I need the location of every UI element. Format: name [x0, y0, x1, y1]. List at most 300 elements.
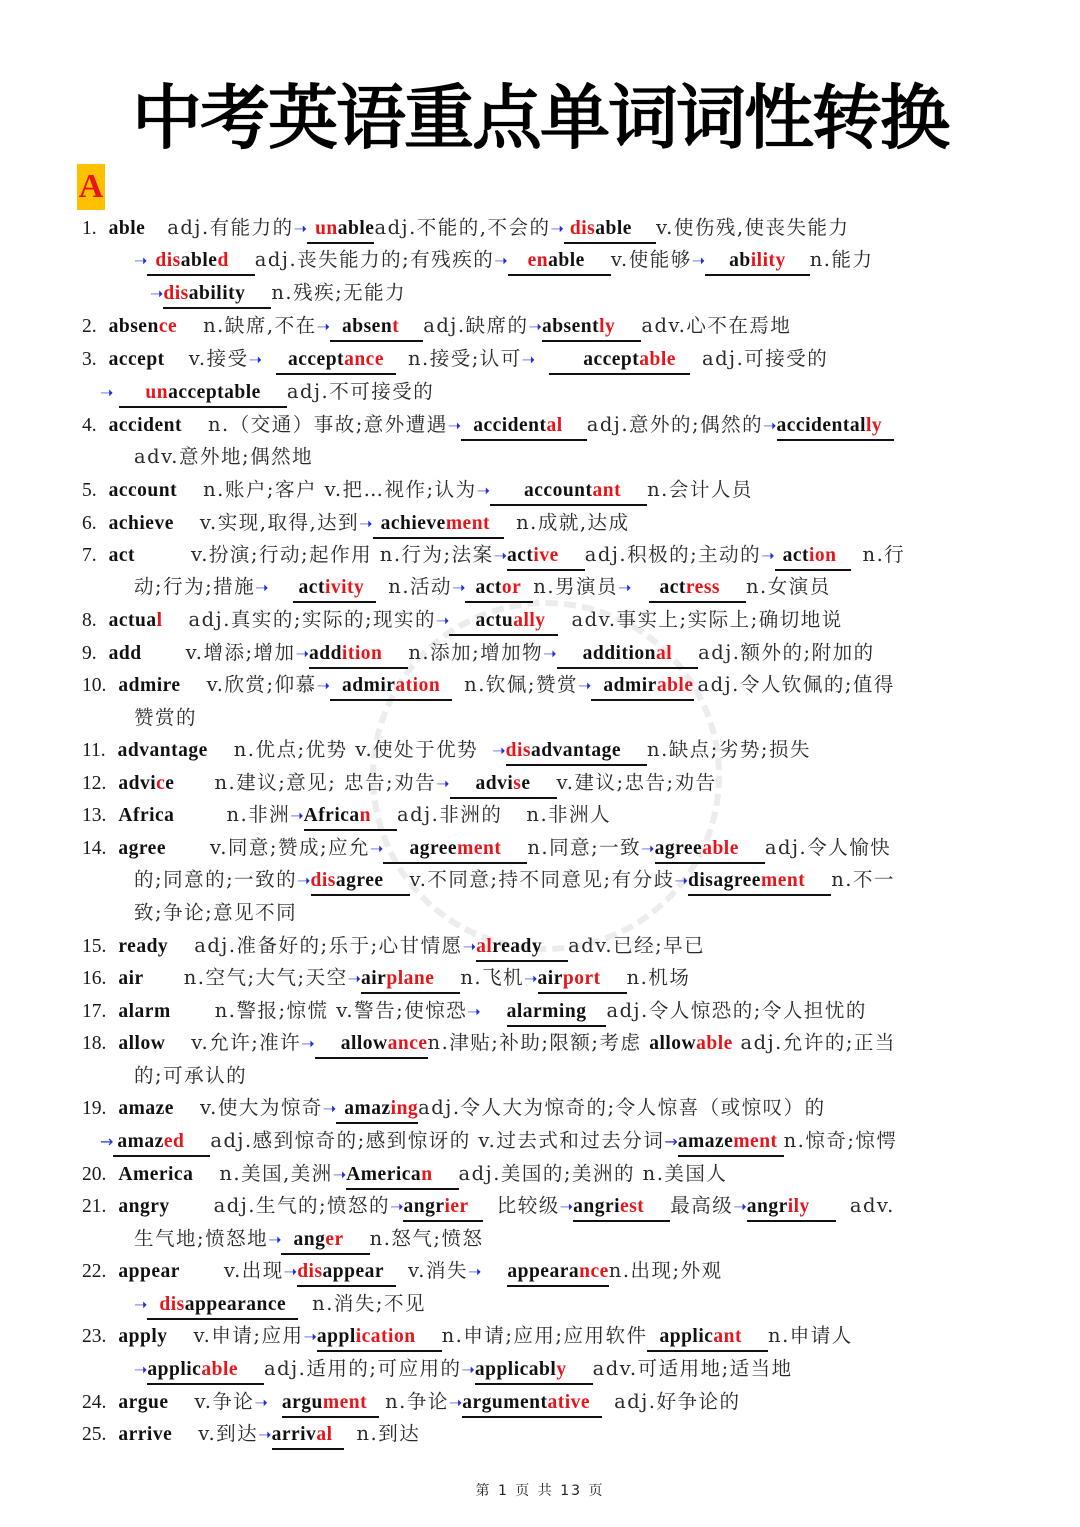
- definition-text: n.津贴;补助;限额;考虑: [427, 1031, 650, 1054]
- arrow-right-icon: ➝: [370, 839, 384, 858]
- word-stem: ab: [729, 250, 751, 271]
- arrow-right-icon: ➝: [559, 1197, 574, 1216]
- suffix-highlight: un: [145, 382, 169, 403]
- suffix-highlight: ly: [866, 415, 883, 436]
- arrow-right-icon: ➝: [448, 1393, 463, 1412]
- word-stem: e: [521, 773, 531, 794]
- definition-text: n.（交通）事故;意外遭遇: [207, 413, 448, 436]
- definition-text: n.飞机: [460, 966, 525, 989]
- definition-text: n.接受;认可: [407, 347, 522, 370]
- entry-line: [82, 343, 828, 375]
- arrow-right-icon: ➝: [618, 578, 632, 597]
- word-stem: air: [118, 968, 144, 989]
- derived-word-blank: [678, 1129, 784, 1157]
- suffix-highlight: dis: [163, 283, 189, 304]
- headword: [109, 415, 182, 436]
- derived-word-blank: [647, 1324, 768, 1352]
- suffix-highlight: un: [315, 218, 338, 239]
- word-stem: appeara: [507, 1261, 580, 1282]
- suffix-highlight: t: [392, 316, 400, 337]
- arrow-right-icon: ➝: [359, 514, 373, 533]
- derived-word-blank: [281, 1227, 369, 1255]
- definition-text: n.空气;大气;天空: [183, 966, 348, 989]
- entry-line: [82, 637, 875, 669]
- word-stem: applic: [147, 1359, 202, 1380]
- arrow-right-icon: ➝: [322, 1099, 337, 1118]
- definition-text: adj.有能力的: [167, 216, 294, 239]
- derived-word-blank: [450, 771, 557, 799]
- entry-number: 7.: [82, 545, 97, 566]
- derived-word-blank: [297, 1259, 396, 1287]
- word-stem: air: [537, 968, 563, 989]
- definition-text: adv.意外地;偶然地: [134, 445, 314, 468]
- derived-word-blank: [311, 868, 410, 896]
- arrow-right-icon: ➝: [290, 806, 304, 825]
- word-stem: accept: [108, 349, 165, 370]
- suffix-highlight: er: [325, 1229, 344, 1250]
- word-stem: able: [595, 218, 632, 239]
- suffix-highlight: dis: [159, 1294, 185, 1315]
- word-stem: argu: [281, 1392, 323, 1413]
- word-stem: addition: [582, 643, 656, 664]
- derived-word-blank: [449, 608, 557, 636]
- definition-text: v.出现: [223, 1259, 284, 1282]
- definition-text: adv.已经;早已: [568, 934, 706, 957]
- word-stem: act: [298, 577, 325, 598]
- definition-text: adj.令人惊恐的;令人担忧的: [606, 999, 867, 1022]
- word-stem: absen: [108, 316, 159, 337]
- word-stem: disagree: [687, 870, 761, 891]
- word-stem: actua: [108, 610, 157, 631]
- word-stem: absent: [541, 316, 600, 337]
- derived-word-blank: [462, 1390, 602, 1418]
- word-stem: account: [108, 480, 178, 501]
- arrow-right-icon: ➝: [761, 546, 775, 565]
- word-stem: Africa: [118, 805, 175, 826]
- derived-word-blank: [147, 248, 254, 276]
- word-stem: able: [548, 250, 585, 271]
- word-stem: admir: [603, 675, 657, 696]
- definition-text: v.不同意;持不同意见;有分歧: [409, 868, 675, 891]
- suffix-highlight: est: [620, 1196, 645, 1217]
- definition-text: adv.心不在焉地: [641, 314, 792, 337]
- arrow-right-icon: ➝: [258, 1425, 272, 1444]
- derived-word-blank: [307, 216, 374, 244]
- headword: [109, 349, 165, 370]
- entry-line: [82, 799, 611, 831]
- derived-word-blank: [557, 641, 699, 669]
- definition-text: v.实现,取得,达到: [199, 511, 360, 534]
- arrow-right-icon: ➝: [733, 1197, 747, 1216]
- arrow-right-icon: ➝: [691, 251, 706, 270]
- entry-number: 11.: [82, 740, 106, 761]
- arrow-right-icon: ➝: [255, 578, 269, 597]
- derived-word-blank: [475, 1357, 593, 1385]
- word-stem: advi: [118, 773, 157, 794]
- definition-text: v.同意;赞成;应允: [210, 836, 371, 859]
- word-stem: agree: [654, 838, 703, 859]
- definition-text: adj.丧失能力的;有残疾的: [254, 248, 495, 271]
- suffix-highlight: c: [156, 773, 166, 794]
- definition-text: 最高级: [670, 1194, 734, 1217]
- definition-text: adj.适用的;可应用的: [264, 1357, 462, 1380]
- derived-word-blank: [315, 1031, 428, 1059]
- definition-text: 的;可承认的: [134, 1064, 248, 1087]
- definition-text: adj.令人大为惊奇的;令人惊喜（或惊叹）的: [418, 1096, 826, 1119]
- entry-line: [82, 734, 811, 766]
- derived-word-blank: [507, 999, 607, 1027]
- headword: [109, 316, 178, 337]
- suffix-highlight: ion: [809, 545, 837, 566]
- definition-text: v.争论: [194, 1390, 255, 1413]
- suffix-highlight: able: [696, 1033, 733, 1054]
- entry-line: [82, 409, 894, 441]
- word-stem: act: [782, 545, 809, 566]
- entry-line: [100, 376, 434, 408]
- word-stem: America: [346, 1164, 422, 1185]
- word-stem: achieve: [380, 513, 446, 534]
- definition-text: v.使能够: [610, 248, 692, 271]
- definition-text: n.能力: [809, 248, 874, 271]
- definition-text: adj.感到惊奇的;感到惊讶的 v.过去式和过去分词: [210, 1129, 665, 1152]
- arrow-right-icon: ➝: [390, 1197, 404, 1216]
- word-stem: angry: [118, 1196, 170, 1217]
- entry-number: 17.: [82, 1001, 107, 1022]
- suffix-highlight: ment: [760, 870, 806, 891]
- headword: [118, 675, 180, 696]
- derived-word-blank: [705, 248, 810, 276]
- derived-word-blank: [272, 1422, 345, 1450]
- headword: [118, 968, 143, 989]
- definition-text: n.建议;意见; 忠告;劝告: [214, 771, 437, 794]
- suffix-highlight: able: [639, 349, 676, 370]
- suffix-highlight: ing: [390, 1098, 419, 1119]
- arrow-right-icon: ➝: [452, 578, 466, 597]
- derived-word-blank: [573, 1194, 670, 1222]
- definition-text: n.残疾;无能力: [271, 281, 407, 304]
- entry-line: [82, 1092, 826, 1124]
- definition-text: v.欣赏;仰慕: [206, 673, 317, 696]
- derived-word-blank: [282, 1390, 379, 1418]
- arrow-right-icon: ➝: [462, 937, 477, 956]
- definition-text: n.惊奇;惊愕: [783, 1129, 898, 1152]
- word-stem: applic: [659, 1326, 714, 1347]
- definition-text: adj.不可接受的: [286, 380, 435, 403]
- suffix-highlight: al: [316, 1424, 333, 1445]
- derived-word-blank: [542, 314, 641, 342]
- definition-text: n.怒气;愤怒: [369, 1227, 484, 1250]
- suffix-highlight: ition: [341, 643, 383, 664]
- arrow-right-icon: ➝: [467, 1002, 481, 1021]
- arrow-right-icon: ➝: [316, 317, 330, 336]
- headword: [118, 1033, 165, 1054]
- entry-line: [82, 832, 891, 864]
- entry-line: [82, 1418, 420, 1450]
- headword: [109, 545, 135, 566]
- derived-word-blank: [403, 1194, 482, 1222]
- derived-word-blank: [293, 575, 377, 603]
- word-stem: actu: [475, 610, 514, 631]
- arrow-right-icon: →: [100, 1132, 114, 1151]
- definition-text: adj.缺席的: [423, 314, 529, 337]
- definition-text: n.缺点;劣势;损失: [647, 738, 811, 761]
- arrow-right-icon: ➝: [436, 611, 450, 630]
- entry-number: 5.: [82, 480, 97, 501]
- suffix-highlight: ation: [395, 675, 441, 696]
- definition-text: n.申请;应用;应用软件: [441, 1324, 648, 1347]
- word-stem: appear: [322, 1261, 385, 1282]
- word-stem: argue: [118, 1392, 169, 1413]
- suffix-highlight: nce: [579, 1261, 609, 1282]
- suffix-highlight: dis: [297, 1261, 323, 1282]
- definition-text: n.到达: [356, 1422, 421, 1445]
- word-stem: accident: [473, 415, 547, 436]
- suffix-highlight: ment: [457, 838, 502, 859]
- suffix-highlight: ication: [355, 1326, 416, 1347]
- entry-number: 2.: [82, 316, 97, 337]
- definition-text: adj.令人愉快: [764, 836, 892, 859]
- entry-number: 21.: [82, 1196, 107, 1217]
- definition-text: n.活动: [388, 575, 453, 598]
- entry-number: 18.: [82, 1033, 107, 1054]
- definition-text: adj.美国的;美洲的 n.美国人: [458, 1162, 728, 1185]
- word-stem: argument: [462, 1392, 548, 1413]
- entry-line: [82, 310, 791, 342]
- arrow-right-icon: ➝: [248, 350, 262, 369]
- entry-line: [82, 995, 867, 1027]
- entry-line: [82, 1158, 727, 1190]
- suffix-highlight: ant: [592, 480, 622, 501]
- suffix-highlight: en: [527, 250, 549, 271]
- entry-line: [82, 474, 753, 506]
- definition-text: 生气地;愤怒地: [134, 1227, 269, 1250]
- definition-text: v.建议;忠告;劝告: [556, 771, 717, 794]
- entry-line: [150, 277, 406, 309]
- headword: [649, 1033, 733, 1054]
- headword: [118, 805, 174, 826]
- definition-text: v.申请;应用: [193, 1324, 304, 1347]
- suffix-highlight: plane: [386, 968, 435, 989]
- suffix-highlight: ally: [513, 610, 546, 631]
- derived-word-blank: [147, 1357, 264, 1385]
- derived-word-blank: [747, 1194, 836, 1222]
- definition-text: 致;争论;意见不同: [134, 901, 298, 924]
- derived-word-blank: [461, 413, 587, 441]
- entry-line: [82, 539, 905, 571]
- derived-word-blank: [688, 868, 831, 896]
- arrow-right-icon: ➝: [268, 1230, 282, 1249]
- entry-number: 4.: [82, 415, 97, 436]
- word-stem: advantage: [117, 740, 208, 761]
- definition-text: n.钦佩;赞赏: [464, 673, 578, 696]
- suffix-highlight: al: [476, 936, 493, 957]
- word-stem: allow: [340, 1033, 388, 1054]
- headword: [109, 480, 178, 501]
- definition-text: n.行: [862, 543, 906, 566]
- headword: [118, 773, 174, 794]
- suffix-highlight: n: [359, 805, 372, 826]
- derived-word-blank: [507, 543, 585, 571]
- definition-text: adj.意外的;偶然的: [586, 413, 764, 436]
- derived-word-blank: [317, 1324, 442, 1352]
- word-stem: amaz: [344, 1098, 391, 1119]
- page-footer: 第 1 页 共 13 页: [475, 1483, 605, 1499]
- derived-word-blank: [591, 673, 693, 701]
- suffix-highlight: d: [217, 250, 229, 271]
- arrow-right-icon: ➝: [134, 1360, 148, 1379]
- word-stem: air: [361, 968, 387, 989]
- definition-text: adj.积极的;主动的: [584, 543, 762, 566]
- word-stem: amaze: [677, 1131, 734, 1152]
- entry-line: [134, 1353, 793, 1385]
- entry-line: [134, 702, 197, 734]
- definition-text: v.消失: [408, 1259, 468, 1282]
- definition-text: adj.允许的;正当: [732, 1031, 896, 1054]
- derived-word-blank: [383, 836, 527, 864]
- suffix-highlight: ative: [547, 1392, 591, 1413]
- word-stem: able: [337, 218, 375, 239]
- word-stem: arrive: [118, 1424, 173, 1445]
- definition-text: adv.事实上;实际上;确切地说: [571, 608, 843, 631]
- suffix-highlight: ily: [787, 1196, 810, 1217]
- word-stem: absen: [342, 316, 393, 337]
- arrow-right-icon: ➝: [297, 871, 311, 890]
- word-stem: add: [308, 643, 342, 664]
- arrow-right-icon: ➝: [641, 839, 655, 858]
- definition-text: n.账户;客户 v.把…视作;认为: [203, 478, 477, 501]
- word-stem: account: [524, 480, 593, 501]
- entry-line: [134, 1288, 426, 1320]
- entry-line: [82, 962, 690, 994]
- definition-text: adj.非洲的: [397, 803, 503, 826]
- word-stem: amaz: [117, 1131, 164, 1152]
- headword: [118, 1326, 167, 1347]
- entry-number: 19.: [82, 1098, 107, 1119]
- definition-text: n.会计人员: [647, 478, 753, 501]
- entry-line: [82, 604, 843, 636]
- entry-number: 15.: [82, 936, 107, 957]
- word-stem: angr: [403, 1196, 445, 1217]
- definition-text: 赞赏的: [134, 706, 198, 729]
- entry-line: [134, 1060, 247, 1092]
- entry-line: [134, 441, 313, 473]
- entry-line: [82, 1255, 723, 1287]
- entry-number: 22.: [82, 1261, 107, 1282]
- word-stem: amaze: [118, 1098, 174, 1119]
- definition-text: adj.生气的;愤怒的: [213, 1194, 391, 1217]
- derived-word-blank: [490, 478, 647, 506]
- arrow-right-icon: ➝: [150, 284, 164, 303]
- derived-word-blank: [163, 281, 271, 309]
- word-stem: ready: [118, 936, 169, 957]
- derived-word-blank: [507, 1259, 608, 1287]
- definition-text: n.美国,美洲: [219, 1162, 333, 1185]
- word-stem: allow: [118, 1033, 166, 1054]
- arrow-right-icon: ➝: [295, 644, 309, 663]
- definition-text: n.争论: [385, 1390, 449, 1413]
- suffix-highlight: al: [546, 415, 563, 436]
- word-stem: appl: [316, 1326, 356, 1347]
- arrow-right-icon: ➝: [493, 546, 508, 565]
- word-stem: ready: [492, 936, 543, 957]
- suffix-highlight: or: [501, 577, 522, 598]
- entry-line: [134, 897, 297, 929]
- definition-text: v.接受: [188, 347, 249, 370]
- suffix-highlight: al: [655, 643, 673, 664]
- word-stem: angr: [746, 1196, 788, 1217]
- definition-text: v.使伤残,使丧失能力: [655, 216, 850, 239]
- definition-text: n.非洲: [226, 803, 291, 826]
- definition-text: adj.可接受的: [701, 347, 829, 370]
- derived-word-blank: [147, 1292, 298, 1320]
- suffix-highlight: y: [556, 1359, 567, 1380]
- suffix-highlight: ly: [599, 316, 616, 337]
- arrow-right-icon: ➝: [578, 676, 592, 695]
- word-stem: applicabl: [474, 1359, 557, 1380]
- definition-text: v.使大为惊奇: [199, 1096, 323, 1119]
- derived-word-blank: [330, 314, 423, 342]
- suffix-highlight: able: [201, 1359, 239, 1380]
- definition-text: n.优点;优势 v.使处于优势: [233, 738, 479, 761]
- entry-line: [82, 930, 705, 962]
- word-stem: angri: [573, 1196, 621, 1217]
- headword: [118, 1424, 172, 1445]
- arrow-right-icon: ➝: [461, 1360, 475, 1379]
- arrow-right-icon: ➝: [763, 416, 777, 435]
- entry-line: [82, 507, 630, 539]
- headword: [118, 1392, 168, 1413]
- arrow-right-icon: ➝: [436, 774, 450, 793]
- entry-line: [82, 212, 850, 244]
- headword: [109, 643, 142, 664]
- arrow-right-icon: ➝: [528, 317, 542, 336]
- suffix-highlight: able: [702, 838, 739, 859]
- derived-word-blank: [113, 1129, 210, 1157]
- definition-text: n.缺席,不在: [203, 314, 317, 337]
- word-stem: appear: [118, 1261, 180, 1282]
- arrow-right-icon: ➝: [467, 1262, 482, 1281]
- suffix-highlight: l: [156, 610, 163, 631]
- arrow-right-icon: ➝: [524, 969, 538, 988]
- derived-word-blank: [508, 248, 611, 276]
- suffix-highlight: dis: [310, 870, 336, 891]
- word-stem: add: [108, 643, 142, 664]
- definition-text: n.出现;外观: [608, 1259, 723, 1282]
- word-stem: accidental: [776, 415, 867, 436]
- entry-number: 9.: [82, 643, 97, 664]
- word-stem: alarm: [118, 1001, 171, 1022]
- suffix-highlight: ility: [750, 250, 786, 271]
- arrow-right-icon: →: [664, 1132, 678, 1151]
- word-stem: ability: [188, 283, 246, 304]
- word-stem: accept: [288, 349, 345, 370]
- arrow-right-icon: ➝: [134, 1295, 148, 1314]
- derived-word-blank: [361, 966, 460, 994]
- word-stem: America: [118, 1164, 194, 1185]
- definition-text: n.申请人: [768, 1324, 853, 1347]
- headword: [118, 1196, 169, 1217]
- derived-word-blank: [649, 575, 746, 603]
- word-stem: apply: [118, 1326, 168, 1347]
- suffix-highlight: ance: [387, 1033, 428, 1054]
- arrow-right-icon: ➝: [476, 481, 491, 500]
- arrow-right-icon: ➝: [674, 871, 688, 890]
- definition-text: adj.准备好的;乐于;心甘情愿: [194, 934, 463, 957]
- headword: [109, 513, 174, 534]
- derived-word-blank: [119, 380, 286, 408]
- arrow-right-icon: ➝: [543, 644, 557, 663]
- suffix-highlight: ment: [322, 1392, 368, 1413]
